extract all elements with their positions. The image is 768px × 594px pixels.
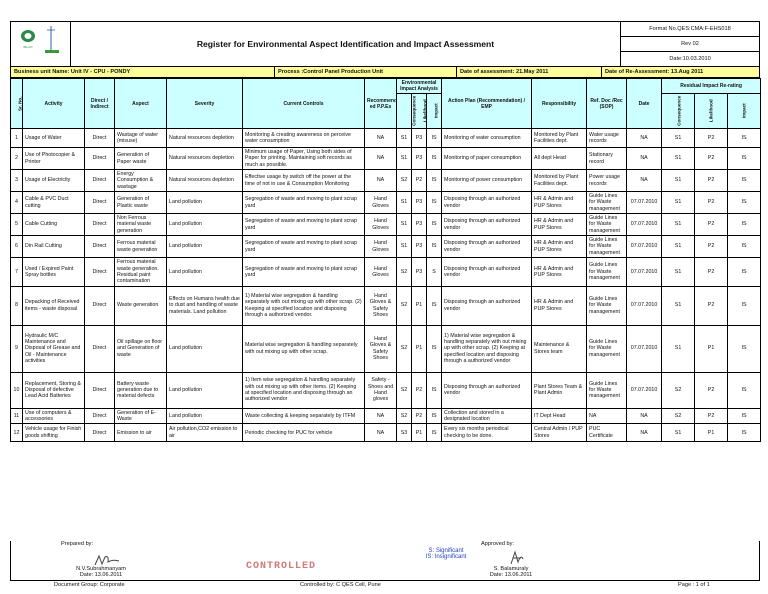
row-action: Collection and stored in a designated location xyxy=(442,408,532,424)
row-ref: Guide Lines for Waste management xyxy=(587,236,627,258)
row-r-consequence: S1 xyxy=(662,170,695,192)
row-action: Disposing through an authorized vendor xyxy=(442,258,532,286)
row-ppe: Hand Gloves & Safety Shoes xyxy=(365,286,397,325)
row-ppe: Hand Gloves xyxy=(365,236,397,258)
row-controls: Waste collecting & keeping separately by ITFM xyxy=(243,408,365,424)
row-aspect: Energy Consumption & wastage xyxy=(115,170,167,192)
row-likelihood: P3 xyxy=(412,258,427,286)
row-date: 07.07.2010 xyxy=(627,192,662,214)
col-r-impact: Impact xyxy=(728,94,761,129)
row-likelihood: P2 xyxy=(412,408,427,424)
row-ppe: NA xyxy=(365,408,397,424)
row-action: 1) Material wise segregation & handling separately with out mixing up with other scrap. (2) Keeping at specified location and disposing through a authorized vendor xyxy=(442,325,532,372)
row-activity: Replacement, Storing & Disposal of defective Lead Acid Batteries xyxy=(23,372,85,408)
row-ref: PUC Certificate xyxy=(587,424,627,442)
row-responsibility: Maintenance & Stores team xyxy=(532,325,587,372)
row-severity: Effects on Humans health due to dust and handling of waste materials. Land pollution xyxy=(167,286,243,325)
approved-signature-icon xyxy=(507,550,527,566)
table-row xyxy=(11,129,761,148)
assessment-date: Date of assessment: 21.May 2011 xyxy=(457,67,602,77)
row-action: Monitoring of power consumption xyxy=(442,170,532,192)
row-r-consequence: S1 xyxy=(662,192,695,214)
row-ref: Stationary record xyxy=(587,148,627,170)
row-likelihood: P1 xyxy=(412,424,427,442)
row-aspect: Battery waste generation due to material defects xyxy=(115,372,167,408)
row-controls: 1) Material wise segregation & handling separately with out mixing up with other scrap. (2) Keeping at specified location and disposing through a authorized vendor. xyxy=(243,286,365,325)
row-aspect: Emission to air xyxy=(115,424,167,442)
row-severity: Land pollution xyxy=(167,214,243,236)
row-controls: Effective usage by switch off the power at the time of not in use & Consumption Monitoring xyxy=(243,170,365,192)
row-r-likelihood: P2 xyxy=(695,214,728,236)
row-sno: 11 xyxy=(11,408,23,424)
row-ppe: Hand Gloves & Safety Shoes xyxy=(365,325,397,372)
row-sno: 10 xyxy=(11,372,23,408)
row-r-impact: IS xyxy=(728,325,761,372)
row-aspect: Generation of E-Waste xyxy=(115,408,167,424)
row-sno: 5 xyxy=(11,214,23,236)
row-aspect: Non Ferrous material waste generation xyxy=(115,214,167,236)
row-ref: Guide Lines for Waste management xyxy=(587,192,627,214)
row-impact: IS xyxy=(427,408,442,424)
row-likelihood: P3 xyxy=(412,192,427,214)
row-r-consequence: S2 xyxy=(662,372,695,408)
row-responsibility: IT Dept Head xyxy=(532,408,587,424)
row-direct: Direct xyxy=(85,424,115,442)
row-impact: IS xyxy=(427,236,442,258)
row-r-consequence: S1 xyxy=(662,214,695,236)
row-action: Disposing through an authorized vendor xyxy=(442,372,532,408)
table-row xyxy=(11,372,761,408)
row-impact: IS xyxy=(427,286,442,325)
row-controls: Segregation of waste and moving to plant scrap yard xyxy=(243,236,365,258)
row-ppe: NA xyxy=(365,148,397,170)
format-number: Format No.QES:CMA:F-EHS018 xyxy=(621,22,759,37)
row-sno: 3 xyxy=(11,170,23,192)
row-direct: Direct xyxy=(85,372,115,408)
row-responsibility: Plant Stores Team & Plant Admin xyxy=(532,372,587,408)
logo-icon xyxy=(11,22,69,66)
row-consequence: S1 xyxy=(397,192,412,214)
row-action: Monitoring of water consumption xyxy=(442,129,532,148)
row-ref: Guide Lines for Waste management xyxy=(587,214,627,236)
table-row xyxy=(11,170,761,192)
row-activity: Depacking of Received items - waste disposal xyxy=(23,286,85,325)
col-ppe: Recommend ed P.P.Es xyxy=(365,79,397,129)
row-r-consequence: S1 xyxy=(662,258,695,286)
page-number: Page : 1 of 1 xyxy=(678,582,710,588)
row-impact: IS xyxy=(427,129,442,148)
row-consequence: S1 xyxy=(397,148,412,170)
col-r-likelihood: Likelihood xyxy=(695,94,728,129)
row-sno: 8 xyxy=(11,286,23,325)
row-responsibility: HR & Admin and PUP Stores xyxy=(532,258,587,286)
document-page xyxy=(10,21,760,442)
table-row xyxy=(11,236,761,258)
info-bar xyxy=(10,67,760,78)
row-sno: 1 xyxy=(11,129,23,148)
col-aspect: Aspect xyxy=(115,79,167,129)
signature-block xyxy=(10,541,760,581)
row-activity: Use of computers & accessories xyxy=(23,408,85,424)
row-direct: Direct xyxy=(85,258,115,286)
row-impact: IS xyxy=(427,170,442,192)
document-title: Register for Environmental Aspect Identification and Impact Assessment xyxy=(71,22,621,66)
row-consequence: S1 xyxy=(397,214,412,236)
row-consequence: S2 xyxy=(397,170,412,192)
row-date: NA xyxy=(627,424,662,442)
row-r-likelihood: P2 xyxy=(695,408,728,424)
row-responsibility: All dept Head xyxy=(532,148,587,170)
row-responsibility: Monitored by Plant Facilities dept. xyxy=(532,170,587,192)
row-direct: Direct xyxy=(85,192,115,214)
company-logo xyxy=(11,22,71,66)
table-row xyxy=(11,325,761,372)
row-likelihood: P3 xyxy=(412,214,427,236)
row-responsibility: HR & Admin and PUP Stores xyxy=(532,214,587,236)
row-impact: IS xyxy=(427,148,442,170)
row-action: Every six months periodical checking to be done. xyxy=(442,424,532,442)
reassessment-date: Date of Re-Assessment: 13.Aug 2011 xyxy=(605,69,704,75)
table-row xyxy=(11,148,761,170)
document-meta xyxy=(621,22,759,66)
row-controls: Material wise segregation & handling separately with out mixing up with other scrap. xyxy=(243,325,365,372)
row-impact: IS xyxy=(427,372,442,408)
row-likelihood: P1 xyxy=(412,286,427,325)
legend xyxy=(406,548,486,560)
row-date: NA xyxy=(627,408,662,424)
row-controls: Periodic checking for PUC for vehicle xyxy=(243,424,365,442)
row-likelihood: P1 xyxy=(412,325,427,372)
row-aspect: Oil spillage on floor and Generation of waste xyxy=(115,325,167,372)
row-consequence: S2 xyxy=(397,372,412,408)
row-ppe: Safety - Shoes and Hand gloves xyxy=(365,372,397,408)
row-r-likelihood: P2 xyxy=(695,192,728,214)
row-r-impact: IS xyxy=(728,192,761,214)
row-consequence: S1 xyxy=(397,129,412,148)
approver-date: Date: 13.06.2011 xyxy=(489,572,533,578)
row-responsibility: Monitored by Plant Facilities dept. xyxy=(532,129,587,148)
controlled-stamp: CONTROLLED xyxy=(245,561,316,572)
col-action: Action Plan (Recommendation) / EMP xyxy=(442,79,532,129)
row-r-likelihood: P2 xyxy=(695,170,728,192)
row-direct: Direct xyxy=(85,129,115,148)
row-r-consequence: S1 xyxy=(662,129,695,148)
row-sno: 7 xyxy=(11,258,23,286)
table-row xyxy=(11,424,761,442)
preparer-name: N.V.Subrahmanyam xyxy=(76,566,126,572)
row-severity: Natural resources depletion xyxy=(167,148,243,170)
row-impact: S xyxy=(427,258,442,286)
col-direct: Direct / Indirect xyxy=(85,79,115,129)
table-row xyxy=(11,192,761,214)
register-table xyxy=(10,78,761,442)
revision: Rev 02 xyxy=(621,37,759,52)
preparer xyxy=(56,566,146,578)
row-ref: Guide Lines for Waste management xyxy=(587,286,627,325)
row-activity: Cable Cutting xyxy=(23,214,85,236)
preparer-date: Date: 13.06.2011 xyxy=(79,572,123,578)
row-activity: Usage of Water xyxy=(23,129,85,148)
table-row xyxy=(11,408,761,424)
row-consequence: S2 xyxy=(397,286,412,325)
row-activity: Use of Photocopier & Printer xyxy=(23,148,85,170)
row-activity: Usage of Electricity xyxy=(23,170,85,192)
row-date: 07.07.2010 xyxy=(627,286,662,325)
row-r-likelihood: P2 xyxy=(695,236,728,258)
row-date: NA xyxy=(627,129,662,148)
row-severity: Land pollution xyxy=(167,372,243,408)
row-sno: 12 xyxy=(11,424,23,442)
row-r-likelihood: P1 xyxy=(695,325,728,372)
col-r-consequence: Consequence xyxy=(662,94,695,129)
col-controls: Current Controls xyxy=(243,79,365,129)
row-ref: Guide Lines for Waste management xyxy=(587,325,627,372)
row-direct: Direct xyxy=(85,148,115,170)
col-residual: Residual Impact Re-rating xyxy=(662,79,761,94)
row-likelihood: P3 xyxy=(412,148,427,170)
row-action: Disposing through an authorized vendor xyxy=(442,214,532,236)
row-aspect: Ferrous material waste generation xyxy=(115,236,167,258)
row-ppe: NA xyxy=(365,170,397,192)
row-impact: IS xyxy=(427,424,442,442)
row-impact: IS xyxy=(427,214,442,236)
row-controls: Segregation of waste and moving to plant scrap yard xyxy=(243,258,365,286)
row-controls: Minimum usage of Paper, Using both sides of Paper for printing. Maintaining soft records as much as possible. xyxy=(243,148,365,170)
row-controls: Segregation of waste and moving to plant scrap yard xyxy=(243,214,365,236)
row-controls: 1) Item wise segregation & handling separately with out mixing up with other items. (2) Keeping at specified location and disposing through an authorized vendor xyxy=(243,372,365,408)
col-activity: Activity xyxy=(23,79,85,129)
row-activity: Cable & PVC Duct cutting xyxy=(23,192,85,214)
row-ppe: Hand Gloves xyxy=(365,214,397,236)
row-likelihood: P3 xyxy=(412,129,427,148)
document-header xyxy=(10,21,760,67)
row-r-impact: IS xyxy=(728,129,761,148)
business-unit: Business unit Name: Unit IV - CPU - PONDY xyxy=(11,67,275,77)
row-severity: Land pollution xyxy=(167,408,243,424)
row-date: 07.07.2010 xyxy=(627,325,662,372)
table-row xyxy=(11,214,761,236)
row-severity: Natural resources depletion xyxy=(167,170,243,192)
row-direct: Direct xyxy=(85,214,115,236)
row-aspect: Generation of Paper waste xyxy=(115,148,167,170)
row-impact: IS xyxy=(427,325,442,372)
row-r-likelihood: P2 xyxy=(695,372,728,408)
col-eia: Environmental Impact Analysis xyxy=(397,79,442,94)
col-likelihood: Likelihood xyxy=(412,94,427,129)
row-consequence: S2 xyxy=(397,258,412,286)
row-action: Disposing through an authorized vendor xyxy=(442,192,532,214)
row-direct: Direct xyxy=(85,408,115,424)
row-responsibility: HR & Admin and PUP Stores xyxy=(532,286,587,325)
row-likelihood: P2 xyxy=(412,170,427,192)
row-r-consequence: S1 xyxy=(662,148,695,170)
row-responsibility: Central Admin / PUP Stores xyxy=(532,424,587,442)
row-r-impact: IS xyxy=(728,148,761,170)
row-action: Monitoring of paper consumption xyxy=(442,148,532,170)
row-ref: Guide Lines for Waste management xyxy=(587,372,627,408)
row-activity: Din Rail Cutting xyxy=(23,236,85,258)
row-aspect: Waste generation xyxy=(115,286,167,325)
row-r-impact: IS xyxy=(728,408,761,424)
row-direct: Direct xyxy=(85,236,115,258)
row-ref: Power usage records xyxy=(587,170,627,192)
prepared-signature-icon xyxy=(93,553,121,567)
row-ppe: NA xyxy=(365,424,397,442)
row-date: 07.07.2010 xyxy=(627,236,662,258)
row-action: Disposing through an authorized vendor xyxy=(442,286,532,325)
row-r-impact: IS xyxy=(728,236,761,258)
row-date: 07.07.2010 xyxy=(627,372,662,408)
row-date: NA xyxy=(627,148,662,170)
row-severity: Land pollution xyxy=(167,258,243,286)
format-date: Date:10.03.2010 xyxy=(669,56,711,62)
legend-significant: S: Significant xyxy=(428,548,464,554)
row-date: NA xyxy=(627,170,662,192)
row-r-likelihood: P2 xyxy=(695,129,728,148)
row-consequence: S3 xyxy=(397,424,412,442)
row-r-consequence: S1 xyxy=(662,325,695,372)
row-r-likelihood: P2 xyxy=(695,258,728,286)
row-action: Disposing through an authorized vendor xyxy=(442,236,532,258)
row-sno: 4 xyxy=(11,192,23,214)
row-ref: Guide Lines for Waste management xyxy=(587,258,627,286)
row-ref: NA xyxy=(587,408,627,424)
row-r-consequence: S1 xyxy=(662,236,695,258)
row-ppe: Hand Gloves xyxy=(365,192,397,214)
row-r-impact: IS xyxy=(728,214,761,236)
row-sno: 6 xyxy=(11,236,23,258)
approver xyxy=(471,566,551,578)
row-ref: Water usage records xyxy=(587,129,627,148)
col-date: Date xyxy=(627,79,662,129)
row-r-likelihood: P2 xyxy=(695,286,728,325)
row-date: 07.07.2010 xyxy=(627,258,662,286)
row-impact: IS xyxy=(427,192,442,214)
row-r-likelihood: P2 xyxy=(695,148,728,170)
row-severity: Air pollution,CO2 emission to air xyxy=(167,424,243,442)
row-activity: Hydraulic M/C Maintenance and Disposal of Grease and Oil - Maintenance activities xyxy=(23,325,85,372)
row-r-impact: IS xyxy=(728,372,761,408)
controlled-by: Controlled by: C QES Cell, Pune xyxy=(300,582,381,588)
document-group: Document Group: Corporate xyxy=(54,582,125,588)
approved-label: Approved by: xyxy=(481,541,514,547)
row-severity: Land pollution xyxy=(167,236,243,258)
row-r-likelihood: P1 xyxy=(695,424,728,442)
col-impact: Impact xyxy=(427,94,442,129)
row-activity: Vehicle usage for Finish goods shifting xyxy=(23,424,85,442)
col-ref: Ref. Doc /Rec (SOP) xyxy=(587,79,627,129)
prepared-label: Prepared by: xyxy=(61,541,94,547)
row-r-impact: IS xyxy=(728,286,761,325)
row-controls: Monitoring & creating awareness on perceive water consumption xyxy=(243,129,365,148)
row-ppe: Hand Gloves xyxy=(365,258,397,286)
approver-name: S. Balamuraly xyxy=(493,566,529,572)
row-r-consequence: S1 xyxy=(662,286,695,325)
row-activity: Used / Expired Paint Spray bottles xyxy=(23,258,85,286)
col-severity: Severity xyxy=(167,79,243,129)
row-aspect: Ferrous material waste generation. Residual paint contamination xyxy=(115,258,167,286)
row-responsibility: HR & Admin and PUP Stores xyxy=(532,192,587,214)
row-r-impact: IS xyxy=(728,258,761,286)
row-date: 07.07.2010 xyxy=(627,214,662,236)
row-severity: Natural resources depletion xyxy=(167,129,243,148)
row-direct: Direct xyxy=(85,325,115,372)
row-sno: 2 xyxy=(11,148,23,170)
row-severity: Land pollution xyxy=(167,192,243,214)
row-likelihood: P3 xyxy=(412,236,427,258)
row-aspect: Wastage of water (misuse) xyxy=(115,129,167,148)
legend-insignificant: IS: Insignificant xyxy=(425,554,467,560)
row-controls: Segregation of waste and moving to plant scrap yard xyxy=(243,192,365,214)
process-name: Process :Control Panel Production Unit xyxy=(275,67,457,77)
col-consequence: Consequence xyxy=(397,94,412,129)
row-likelihood: P2 xyxy=(412,372,427,408)
row-severity: Land pollution xyxy=(167,325,243,372)
logo-text: BILCO xyxy=(23,45,33,49)
row-consequence: S2 xyxy=(397,325,412,372)
row-ppe: NA xyxy=(365,129,397,148)
table-row xyxy=(11,286,761,325)
row-consequence: S1 xyxy=(397,236,412,258)
row-aspect: Generation of Plastic waste xyxy=(115,192,167,214)
col-responsibility: Responsibility xyxy=(532,79,587,129)
row-responsibility: HR & Admin and PUP Stores xyxy=(532,236,587,258)
row-direct: Direct xyxy=(85,286,115,325)
row-r-impact: IS xyxy=(728,170,761,192)
row-r-impact: IS xyxy=(728,424,761,442)
row-sno: 9 xyxy=(11,325,23,372)
row-r-consequence: S1 xyxy=(662,424,695,442)
row-r-consequence: S2 xyxy=(662,408,695,424)
row-direct: Direct xyxy=(85,170,115,192)
table-row xyxy=(11,258,761,286)
row-consequence: S2 xyxy=(397,408,412,424)
col-sno: Sr. No. xyxy=(11,79,23,129)
